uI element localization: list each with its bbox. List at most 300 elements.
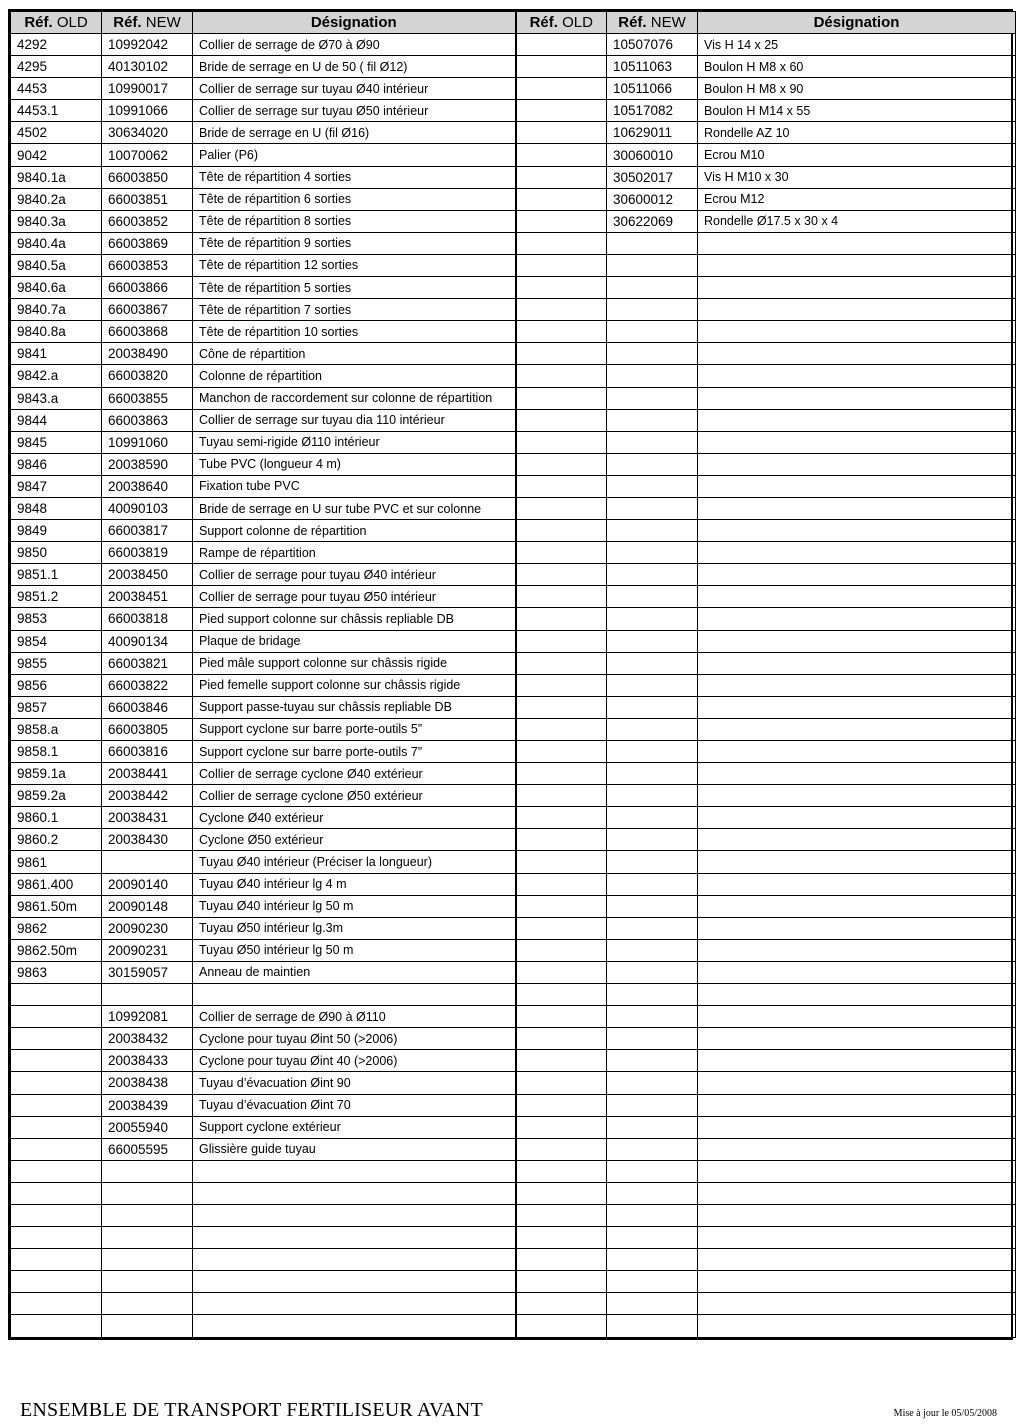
ref-new-cell: 66003853 [102,254,193,276]
ref-old-right-cell [516,188,607,210]
ref-old-right-cell [516,277,607,299]
ref-old-cell: 9840.7a [11,299,102,321]
ref-new-cell: 20090140 [102,873,193,895]
ref-new-cell: 20038590 [102,453,193,475]
ref-new-right-cell: 30600012 [607,188,698,210]
ref-new-cell [102,1315,193,1337]
ref-new-right-cell [607,453,698,475]
designation-cell: Tuyau Ø40 intérieur lg 4 m [193,873,516,895]
ref-old-cell: 9862.50m [11,939,102,961]
ref-new-cell: 20038451 [102,586,193,608]
ref-old-cell [11,1028,102,1050]
ref-old-cell: 9042 [11,144,102,166]
ref-old-right-cell [516,652,607,674]
ref-old-right-cell [516,1204,607,1226]
ref-old-cell: 4502 [11,122,102,144]
ref-old-cell: 9845 [11,431,102,453]
table-row [11,807,1016,829]
designation-right-cell [698,475,1016,497]
table-row [11,1293,1016,1315]
table-row [11,409,1016,431]
ref-old-cell: 9840.8a [11,321,102,343]
designation-right-cell [698,321,1016,343]
ref-new-right-cell [607,1116,698,1138]
table-row [11,520,1016,542]
table-row [11,100,1016,122]
ref-new-right-cell [607,1138,698,1160]
designation-right-cell [698,763,1016,785]
parts-table-frame [8,9,1013,1340]
designation-cell: Palier (P6) [193,144,516,166]
ref-new-cell: 20090231 [102,939,193,961]
ref-old-right-cell [516,453,607,475]
ref-old-right-cell [516,851,607,873]
designation-right-cell [698,1050,1016,1072]
designation-cell: Tête de répartition 8 sorties [193,210,516,232]
update-date: Mise à jour le 05/05/2008 [893,1408,997,1419]
ref-old-right-cell [516,431,607,453]
designation-cell: Collier de serrage pour tuyau Ø50 intérieur [193,586,516,608]
designation-cell: Collier de serrage pour tuyau Ø40 intérieur [193,564,516,586]
table-row [11,608,1016,630]
ref-old-right-cell [516,630,607,652]
ref-new-right-cell [607,1006,698,1028]
ref-new-cell: 20038438 [102,1072,193,1094]
designation-cell: Pied support colonne sur châssis repliable DB [193,608,516,630]
ref-new-cell: 66003846 [102,696,193,718]
ref-new-right-cell [607,1182,698,1204]
ref-old-right-cell [516,763,607,785]
ref-new-cell: 20038433 [102,1050,193,1072]
ref-old-cell: 9840.6a [11,277,102,299]
designation-cell: Cyclone pour tuyau Øint 40 (>2006) [193,1050,516,1072]
table-row [11,829,1016,851]
table-row [11,851,1016,873]
designation-cell: Tube PVC (longueur 4 m) [193,453,516,475]
designation-right-cell [698,299,1016,321]
designation-cell: Collier de serrage cyclone Ø40 extérieur [193,763,516,785]
ref-old-right-cell [516,917,607,939]
designation-right-cell [698,1138,1016,1160]
ref-old-right-cell [516,1227,607,1249]
designation-cell: Support passe-tuyau sur châssis repliable DB [193,696,516,718]
ref-new-cell: 10991066 [102,100,193,122]
table-row [11,785,1016,807]
designation-right-cell [698,630,1016,652]
ref-new-right-cell [607,1315,698,1337]
designation-cell [193,1315,516,1337]
ref-new-cell [102,851,193,873]
designation-right-cell [698,917,1016,939]
table-row [11,542,1016,564]
table-row [11,696,1016,718]
ref-new-cell: 66003852 [102,210,193,232]
ref-new-right-cell [607,343,698,365]
designation-right-cell [698,254,1016,276]
ref-new-cell: 40090134 [102,630,193,652]
ref-new-right-cell [607,696,698,718]
designation-right-cell [698,1006,1016,1028]
table-row [11,674,1016,696]
table-row [11,961,1016,983]
ref-new-right-cell [607,895,698,917]
ref-old-cell: 9856 [11,674,102,696]
designation-cell: Rampe de répartition [193,542,516,564]
ref-old-right-cell [516,254,607,276]
ref-old-right-cell [516,895,607,917]
table-row [11,34,1016,56]
designation-right-cell [698,564,1016,586]
ref-new-cell: 20038432 [102,1028,193,1050]
table-row [11,1094,1016,1116]
designation-right-cell: Vis H 14 x 25 [698,34,1016,56]
designation-right-cell [698,586,1016,608]
header-ref-new-right: Réf. NEW [607,12,698,34]
ref-old-cell: 9840.1a [11,166,102,188]
ref-old-right-cell [516,1160,607,1182]
ref-new-right-cell [607,763,698,785]
designation-right-cell: Rondelle AZ 10 [698,122,1016,144]
ref-new-right-cell: 10511066 [607,78,698,100]
ref-old-cell: 4453 [11,78,102,100]
designation-right-cell [698,1204,1016,1226]
table-row [11,873,1016,895]
designation-right-cell: Boulon H M8 x 60 [698,56,1016,78]
ref-new-cell: 66003869 [102,232,193,254]
ref-new-right-cell [607,1293,698,1315]
ref-old-cell [11,1072,102,1094]
ref-old-cell: 9860.2 [11,829,102,851]
designation-right-cell [698,741,1016,763]
ref-old-right-cell [516,741,607,763]
ref-new-cell: 20038431 [102,807,193,829]
designation-right-cell [698,1160,1016,1182]
designation-right-cell [698,674,1016,696]
designation-right-cell [698,365,1016,387]
ref-new-right-cell [607,1160,698,1182]
ref-old-right-cell [516,299,607,321]
ref-new-right-cell: 10507076 [607,34,698,56]
ref-new-right-cell [607,542,698,564]
designation-cell: Collier de serrage sur tuyau Ø50 intérieur [193,100,516,122]
ref-old-right-cell [516,56,607,78]
ref-old-right-cell [516,210,607,232]
ref-new-cell [102,1249,193,1271]
ref-new-cell: 66003867 [102,299,193,321]
ref-new-cell [102,984,193,1006]
designation-cell: Tête de répartition 4 sorties [193,166,516,188]
designation-right-cell: Boulon H M14 x 55 [698,100,1016,122]
table-row [11,718,1016,740]
ref-old-right-cell [516,34,607,56]
ref-new-cell: 30634020 [102,122,193,144]
ref-old-cell: 9840.2a [11,188,102,210]
ref-old-right-cell [516,1249,607,1271]
table-row [11,1028,1016,1050]
ref-new-cell: 20090230 [102,917,193,939]
ref-new-cell [102,1204,193,1226]
ref-new-cell: 66003820 [102,365,193,387]
ref-old-cell: 9847 [11,475,102,497]
ref-new-cell: 10070062 [102,144,193,166]
designation-cell: Pied femelle support colonne sur châssis rigide [193,674,516,696]
table-row [11,586,1016,608]
designation-cell: Tête de répartition 7 sorties [193,299,516,321]
ref-new-right-cell [607,277,698,299]
ref-new-cell: 66003805 [102,718,193,740]
ref-old-right-cell [516,1006,607,1028]
header-ref-old-right: Réf. OLD [516,12,607,34]
designation-cell: Tête de répartition 9 sorties [193,232,516,254]
ref-new-cell: 20038640 [102,475,193,497]
designation-right-cell [698,829,1016,851]
designation-right-cell [698,696,1016,718]
ref-old-cell [11,1204,102,1226]
ref-new-right-cell: 30060010 [607,144,698,166]
ref-old-right-cell [516,718,607,740]
ref-new-cell: 66003851 [102,188,193,210]
table-row [11,1204,1016,1226]
ref-new-cell: 20038430 [102,829,193,851]
designation-right-cell [698,409,1016,431]
table-row [11,78,1016,100]
designation-right-cell [698,1072,1016,1094]
ref-new-cell [102,1182,193,1204]
table-row [11,387,1016,409]
table-row [11,1006,1016,1028]
designation-cell: Support cyclone sur barre porte-outils 7” [193,741,516,763]
ref-old-cell: 9861.50m [11,895,102,917]
ref-old-cell: 9842.a [11,365,102,387]
designation-right-cell [698,984,1016,1006]
table-row [11,1116,1016,1138]
ref-old-cell: 9861.400 [11,873,102,895]
designation-cell [193,1249,516,1271]
ref-old-cell: 9858.a [11,718,102,740]
designation-cell: Cyclone Ø40 extérieur [193,807,516,829]
ref-new-right-cell [607,630,698,652]
designation-cell: Tête de répartition 6 sorties [193,188,516,210]
designation-cell [193,1271,516,1293]
table-row [11,1138,1016,1160]
designation-cell [193,1204,516,1226]
ref-new-cell: 20038450 [102,564,193,586]
designation-cell: Support colonne de répartition [193,520,516,542]
ref-new-right-cell [607,873,698,895]
table-row [11,210,1016,232]
ref-old-cell: 9857 [11,696,102,718]
ref-old-cell [11,1293,102,1315]
designation-right-cell [698,1227,1016,1249]
ref-old-cell: 9840.4a [11,232,102,254]
ref-new-cell: 66003821 [102,652,193,674]
ref-old-right-cell [516,961,607,983]
ref-new-right-cell [607,1072,698,1094]
ref-old-right-cell [516,829,607,851]
table-row [11,1182,1016,1204]
ref-old-right-cell [516,807,607,829]
header-ref-new: Réf. NEW [102,12,193,34]
ref-old-cell: 9862 [11,917,102,939]
ref-new-right-cell [607,1050,698,1072]
ref-new-cell: 66003855 [102,387,193,409]
header-designation-right: Désignation [698,12,1016,34]
ref-old-right-cell [516,939,607,961]
ref-old-right-cell [516,1315,607,1337]
designation-cell [193,984,516,1006]
ref-old-right-cell [516,365,607,387]
ref-old-cell [11,1006,102,1028]
ref-new-cell [102,1160,193,1182]
designation-right-cell [698,1182,1016,1204]
ref-new-right-cell [607,431,698,453]
table-row [11,630,1016,652]
ref-old-cell [11,1271,102,1293]
designation-cell: Collier de serrage cyclone Ø50 extérieur [193,785,516,807]
designation-right-cell: Ecrou M12 [698,188,1016,210]
ref-old-cell: 9851.2 [11,586,102,608]
ref-old-cell: 9840.5a [11,254,102,276]
parts-table-body [11,34,1016,1338]
ref-old-right-cell [516,122,607,144]
designation-right-cell [698,718,1016,740]
designation-cell: Manchon de raccordement sur colonne de répartition [193,387,516,409]
designation-cell: Tuyau Ø40 intérieur (Préciser la longueur) [193,851,516,873]
ref-new-right-cell [607,829,698,851]
ref-old-cell: 4453.1 [11,100,102,122]
ref-new-cell: 66003822 [102,674,193,696]
ref-new-right-cell: 30622069 [607,210,698,232]
table-row [11,365,1016,387]
table-row [11,1072,1016,1094]
ref-new-right-cell [607,321,698,343]
ref-new-cell: 66003817 [102,520,193,542]
ref-old-right-cell [516,78,607,100]
ref-old-right-cell [516,1116,607,1138]
designation-right-cell: Vis H M10 x 30 [698,166,1016,188]
designation-cell [193,1182,516,1204]
ref-new-cell: 66003863 [102,409,193,431]
ref-new-cell: 30159057 [102,961,193,983]
designation-cell: Collier de serrage de Ø70 à Ø90 [193,34,516,56]
designation-cell: Glissière guide tuyau [193,1138,516,1160]
table-row [11,277,1016,299]
ref-old-cell: 4295 [11,56,102,78]
designation-right-cell [698,431,1016,453]
designation-cell [193,1227,516,1249]
ref-new-right-cell [607,1227,698,1249]
designation-right-cell [698,232,1016,254]
ref-new-right-cell [607,939,698,961]
designation-right-cell [698,343,1016,365]
designation-right-cell [698,785,1016,807]
designation-cell: Tête de répartition 10 sorties [193,321,516,343]
designation-right-cell [698,1315,1016,1337]
designation-cell: Tête de répartition 5 sorties [193,277,516,299]
ref-new-right-cell [607,299,698,321]
table-row [11,431,1016,453]
ref-old-cell: 9848 [11,497,102,519]
table-row [11,984,1016,1006]
designation-cell: Fixation tube PVC [193,475,516,497]
table-row [11,1315,1016,1337]
table-row [11,188,1016,210]
ref-new-cell: 20038490 [102,343,193,365]
ref-old-cell: 9861 [11,851,102,873]
ref-old-cell [11,1094,102,1116]
designation-right-cell [698,1094,1016,1116]
ref-old-cell: 9858.1 [11,741,102,763]
ref-old-right-cell [516,1094,607,1116]
designation-cell: Bride de serrage en U sur tube PVC et sur colonne [193,497,516,519]
table-row [11,321,1016,343]
designation-cell: Pied mâle support colonne sur châssis rigide [193,652,516,674]
ref-new-cell: 66003868 [102,321,193,343]
ref-old-cell [11,1050,102,1072]
designation-cell: Support cyclone sur barre porte-outils 5” [193,718,516,740]
ref-new-cell [102,1227,193,1249]
ref-new-right-cell [607,807,698,829]
ref-old-right-cell [516,1072,607,1094]
ref-old-cell [11,1182,102,1204]
designation-right-cell [698,807,1016,829]
ref-old-cell: 9853 [11,608,102,630]
designation-right-cell: Rondelle Ø17.5 x 30 x 4 [698,210,1016,232]
document-title: ENSEMBLE DE TRANSPORT FERTILISEUR AVANT [20,1399,483,1421]
ref-old-cell: 9846 [11,453,102,475]
ref-new-right-cell [607,674,698,696]
designation-cell: Tuyau Ø50 intérieur lg.3m [193,917,516,939]
table-row [11,917,1016,939]
table-row [11,741,1016,763]
ref-new-right-cell [607,497,698,519]
ref-old-right-cell [516,387,607,409]
designation-right-cell [698,1293,1016,1315]
designation-cell: Support cyclone extérieur [193,1116,516,1138]
ref-new-right-cell: 10517082 [607,100,698,122]
ref-old-right-cell [516,520,607,542]
header-designation: Désignation [193,12,516,34]
ref-new-cell: 40130102 [102,56,193,78]
ref-new-right-cell [607,365,698,387]
ref-new-cell: 10991060 [102,431,193,453]
designation-cell: Plaque de bridage [193,630,516,652]
ref-new-right-cell [607,1249,698,1271]
ref-old-right-cell [516,475,607,497]
designation-right-cell [698,520,1016,542]
ref-new-cell: 10992081 [102,1006,193,1028]
ref-old-right-cell [516,542,607,564]
ref-new-right-cell: 10629011 [607,122,698,144]
ref-old-right-cell [516,343,607,365]
designation-right-cell [698,939,1016,961]
ref-old-cell [11,1138,102,1160]
ref-new-right-cell [607,387,698,409]
ref-new-right-cell [607,564,698,586]
designation-cell: Tuyau Ø50 intérieur lg 50 m [193,939,516,961]
ref-old-cell: 9841 [11,343,102,365]
designation-right-cell [698,1271,1016,1293]
ref-old-right-cell [516,608,607,630]
designation-cell: Collier de serrage de Ø90 à Ø110 [193,1006,516,1028]
ref-old-cell: 9843.a [11,387,102,409]
ref-old-cell: 9859.1a [11,763,102,785]
designation-right-cell [698,608,1016,630]
table-row [11,895,1016,917]
parts-table [10,11,1016,1338]
table-row [11,56,1016,78]
table-row [11,497,1016,519]
